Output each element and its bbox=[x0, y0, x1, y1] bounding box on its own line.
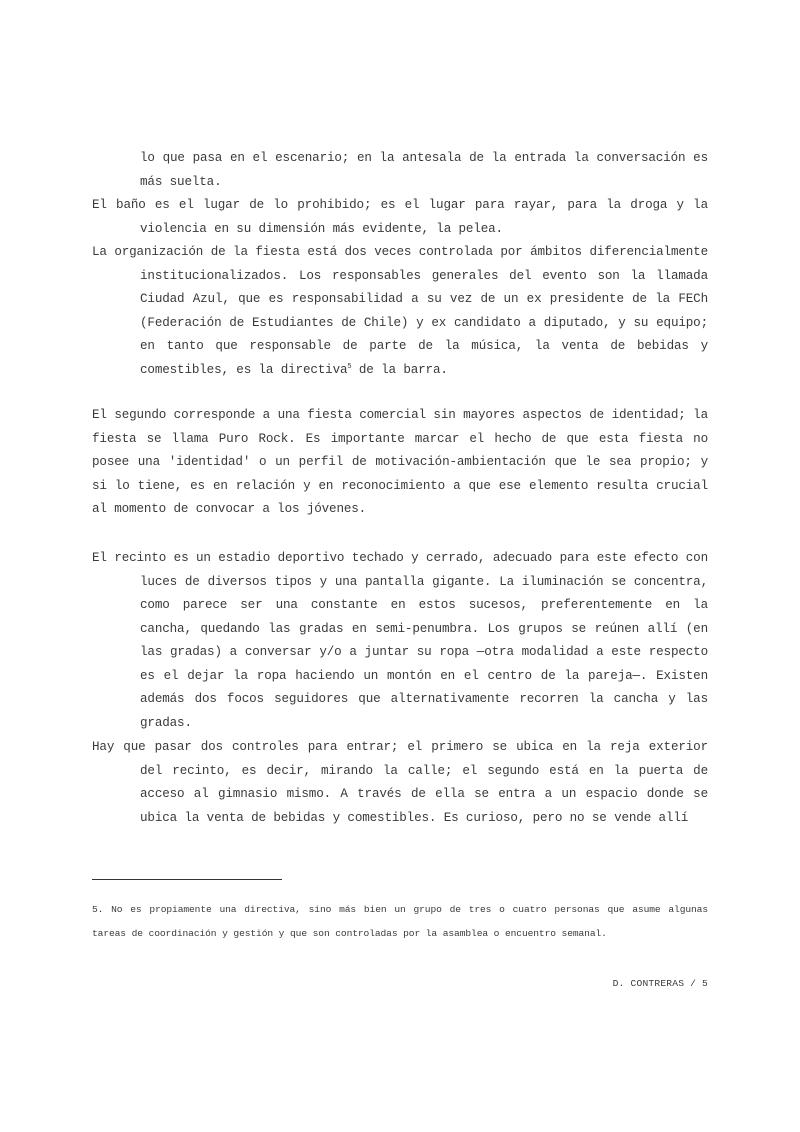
paragraph-text: El recinto es un estadio deportivo techado y cerrado, adecuado para este efecto con luces de diversos tipos y una pantalla gigante. La iluminación se concentra, como parece ser una constante en estos sucesos, preferentemente en la cancha, quedando las gradas en semi-penumbra. Los grupos se reúnen allí (en las gradas) a conversar y/o a juntar su ropa —otra modalidad a este respecto es el dejar la ropa haciendo un montón en el centro de la pareja—. Existen además dos focos seguidores que alternativamente recorren la cancha y las gradas. bbox=[92, 551, 708, 730]
footnote-reference: 5 bbox=[347, 362, 352, 371]
paragraph-text: El baño es el lugar de lo prohibido; es el lugar para rayar, para la droga y la violencia en su dimensión más evidente, la pelea. bbox=[92, 198, 708, 236]
paragraph-venue bbox=[92, 547, 708, 735]
paragraph-continuation bbox=[92, 147, 708, 194]
page-number: D. CONTRERAS / 5 bbox=[612, 978, 708, 989]
paragraph-text: Hay que pasar dos controles para entrar; el primero se ubica en la reja exterior del recinto, es decir, mirando la calle; el segundo está en la puerta de acceso al gimnasio mismo. A través de ella se entra a un espacio donde se ubica la venta de bebidas y comestibles. Es curioso, pero no se vende allí bbox=[92, 740, 708, 825]
footnote-text: 5. No es propiamente una directiva, sino más bien un grupo de tres o cuatro personas que asume algunas tareas de coordinación y gestión y que son controladas por la asamblea o encuentro semanal. bbox=[92, 904, 708, 939]
paragraph-controls bbox=[92, 736, 708, 830]
paragraph-bathroom bbox=[92, 194, 708, 241]
footnote bbox=[92, 898, 708, 946]
paragraph-organization bbox=[92, 241, 708, 382]
paragraph-text: lo que pasa en el escenario; en la antesala de la entrada la conversación es más suelta. bbox=[140, 151, 708, 189]
footnote-separator bbox=[92, 879, 282, 880]
paragraph-text: La organización de la fiesta está dos veces controlada por ámbitos diferencialmente institucionalizados. Los responsables generales del evento son la llamada Ciudad Azul, que es responsabilidad a su vez de un ex presidente de la FECh (Federación de Estudiantes de Chile) y ex candidato a diputado, y su equipo; en tanto que responsable de parte de la música, la venta de bebidas y comestibles, es la directiva bbox=[92, 245, 708, 377]
paragraph-text: El segundo corresponde a una fiesta comercial sin mayores aspectos de identidad; la fiesta se llama Puro Rock. Es importante marcar el hecho de que esta fiesta no posee una 'identidad' o un perfil de motivación-ambientación que le sea propio; y si lo tiene, es en relación y en reconocimiento a que ese elemento resulta crucial al momento de convocar a los jóvenes. bbox=[92, 408, 708, 516]
paragraph-text-end: de la barra. bbox=[351, 362, 448, 377]
paragraph-second-party bbox=[92, 404, 708, 522]
